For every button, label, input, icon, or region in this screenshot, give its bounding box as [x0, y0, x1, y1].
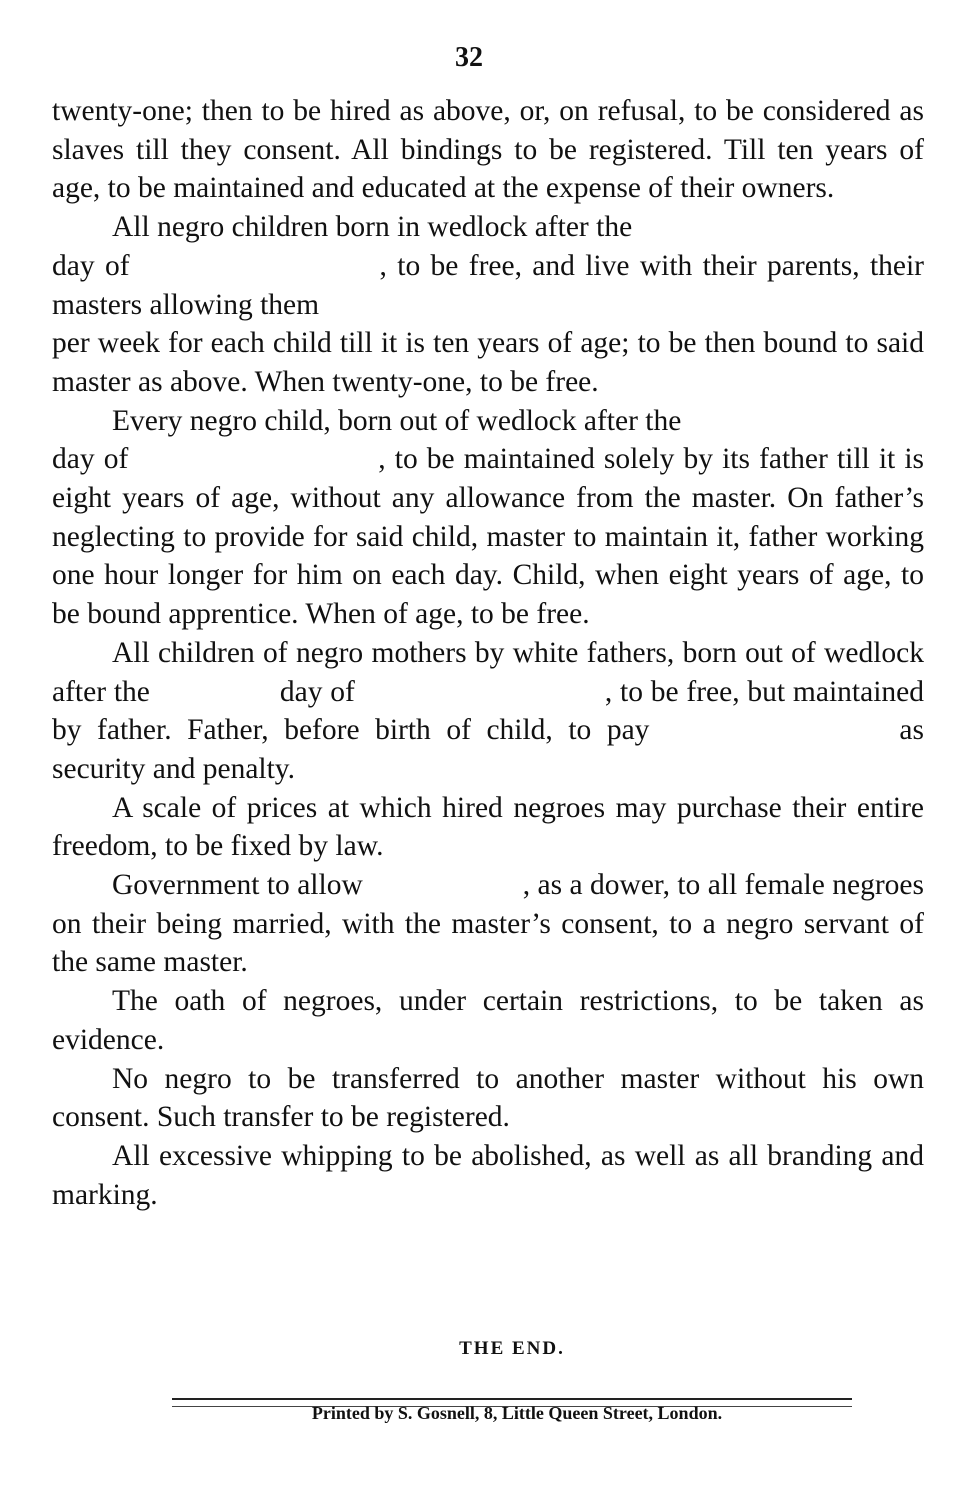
divider-rule — [172, 1398, 852, 1400]
paragraph-9: All excessive whipping to be abolished, as well as all branding and marking. — [52, 1139, 924, 1211]
paragraph-3: Every negro child, born out of wedlock after the day of , to be maintained solely by its father till it is eight years of age, without any allowance from the master. On father’s neglecting to provide for said child, master to maintain it, father working one hour longer for him on each day. Child, when eight years of age, to be bound apprentice. When of age, to be free. — [52, 404, 925, 631]
paragraph-6: Government to allow , as a dower, to all female negroes on their being married, with the master’s consent, to a negro servant of the same master. — [52, 869, 924, 979]
paragraph-4: All children of negro mothers by white fathers, born out of wedlock after the day of , to be free, but maintained by father. Father, before birth of child, to pay as security and penalty. — [52, 636, 924, 785]
body-text — [52, 92, 924, 1214]
printer-imprint: Printed by S. Gosnell, 8, Little Queen Street, London. — [311, 1403, 723, 1423]
page-number: 32 — [455, 42, 483, 73]
paragraph-2: All negro children born in wedlock after the day of , to be free, and live with their parents, their masters allowing them per week for each child till it is ten years of age; to be then bound to said master as above. When twenty-one, to be free. — [52, 211, 924, 398]
paragraph-5: A scale of prices at which hired negroes may purchase their entire freedom, to be fixed by law. — [52, 791, 924, 863]
the-end-heading: THE END. — [459, 1338, 565, 1359]
paragraph-1: twenty-one; then to be hired as above, or, on refusal, to be considered as slaves till they consent. All bindings to be registered. Till ten years of age, to be maintained and educated at the expense of their owners. — [52, 95, 924, 205]
paragraph-7: The oath of negroes, under certain restrictions, to be taken as evidence. — [52, 985, 924, 1056]
paragraph-8: No negro to be transferred to another master without his own consent. Such transfer to be registered. — [52, 1062, 924, 1134]
